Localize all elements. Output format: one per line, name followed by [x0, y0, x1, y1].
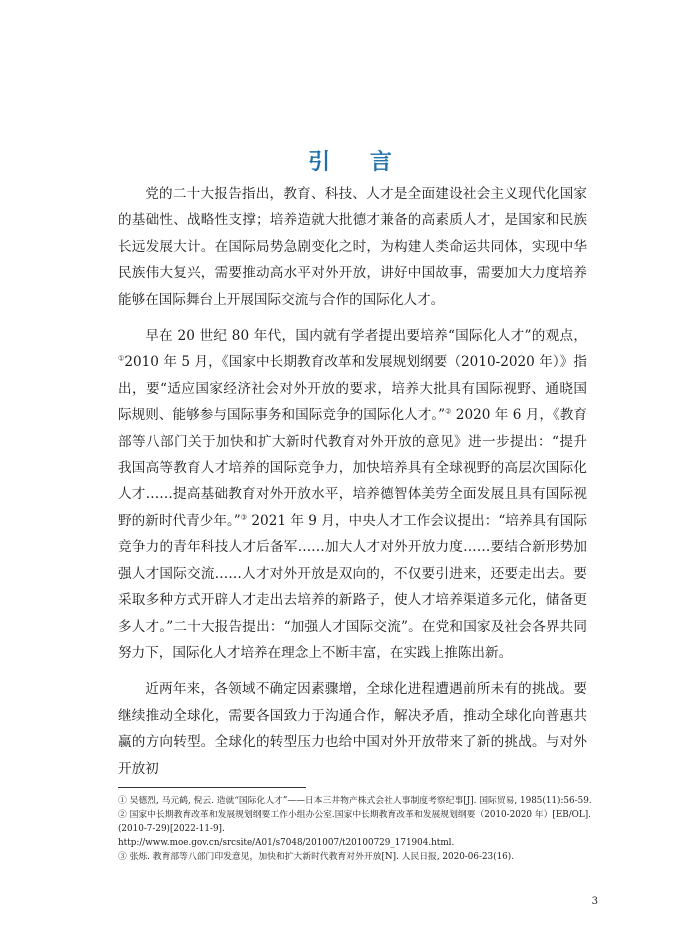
- page-number: 3: [591, 896, 598, 907]
- paragraph-1: 党的二十大报告指出，教育、科技、人才是全面建设社会主义现代化国家的基础性、战略性支撑；培养造就大批德才兼备的高素质人才，是国家和民族长远发展大计。在国际局势急剧变化之时，为构建人类命运共同体，实现中华民族伟大复兴，需要推动高水平对外开放，讲好中国故事，需要加大力度培养能够在国际舞台上开展国际交流与合作的国际化人才。: [118, 186, 587, 308]
- footnote-2-url: http://www.moe.gov.cn/srcsite/A01/s7048/201007/t20100729_171904.html.: [118, 838, 455, 848]
- paragraph-2-part-b: 2010 年 5 月，《国家中长期教育改革和发展规划纲要（2010-2020 年）》指出，要“适应国家经济社会对外开放的要求，培养大批具有国际视野、通晓国际规则、能够参与国际事务和国际竞争的国际化人才。”: [118, 354, 587, 424]
- body-text: [118, 181, 587, 792]
- footnote-ref-3: ③: [240, 513, 248, 522]
- paragraph-2-part-d: 2021 年 9 月，中央人才工作会议提出：“培养具有国际竞争力的青年科技人才后备军……加大人才对外开放力度……要结合新形势加强人才国际交流……人才对外开放是双向的，不仅要引进来，还要走出去。要采取多种方式开辟人才走出去培养的新路子，使人才培养渠道多元化，储备更多人才。”二十大报告提出：“加强人才国际交流”。在党和国家及社会各界共同努力下，国际化人才培养在理念上不断丰富，在实践上推陈出新。: [118, 512, 587, 661]
- footnote-divider: [118, 787, 306, 788]
- paragraph-2-part-a: 早在 20 世纪 80 年代，国内就有学者提出要培养“国际化人才”的观点，: [145, 328, 587, 345]
- footnotes: [118, 794, 593, 864]
- paragraph-3: 近两年来，各领域不确定因素骤增，全球化进程遭遇前所未有的挑战。要继续推动全球化，需要各国致力于沟通合作，解决矛盾，推动全球化向普惠共赢的方向转型。全球化的转型压力也给中国对外开放带来了新的挑战。与对外开放初: [118, 681, 587, 777]
- footnote-2: ② 国家中长期教育改革和发展规划纲要工作小组办公室.国家中长期教育改革和发展规划纲要（2010-2020 年）[EB/OL]. (2010-7-29)[2022-11-9].: [118, 810, 591, 834]
- paragraph-2: [118, 323, 587, 666]
- footnote-3: ③ 张烁. 教育部等八部门印发意见，加快和扩大新时代教育对外开放[N]. 人民日报, 2020-06-23(16).: [118, 852, 515, 862]
- footnote-1: ① 吴德烈, 马元鹤, 倪云. 造就“国际化人才”——日本三井物产株式会社人事制度考察纪事[J]. 国际贸易, 1985(11):56-59.: [118, 796, 592, 806]
- paragraph-2-part-c: 2020 年 6 月，《教育部等八部门关于加快和扩大新时代教育对外开放的意见》进一步提出：“提升我国高等教育人才培养的国际竞争力，加快培养具有全球视野的高层次国际化人才……提高基础教育对外开放水平，培养德智体美劳全面发展且具有国际视野的新时代青少年。”: [118, 407, 588, 529]
- footnote-ref-1: ①: [118, 354, 125, 363]
- footnote-ref-2: ②: [445, 407, 452, 416]
- page-title: 引 言: [308, 148, 408, 175]
